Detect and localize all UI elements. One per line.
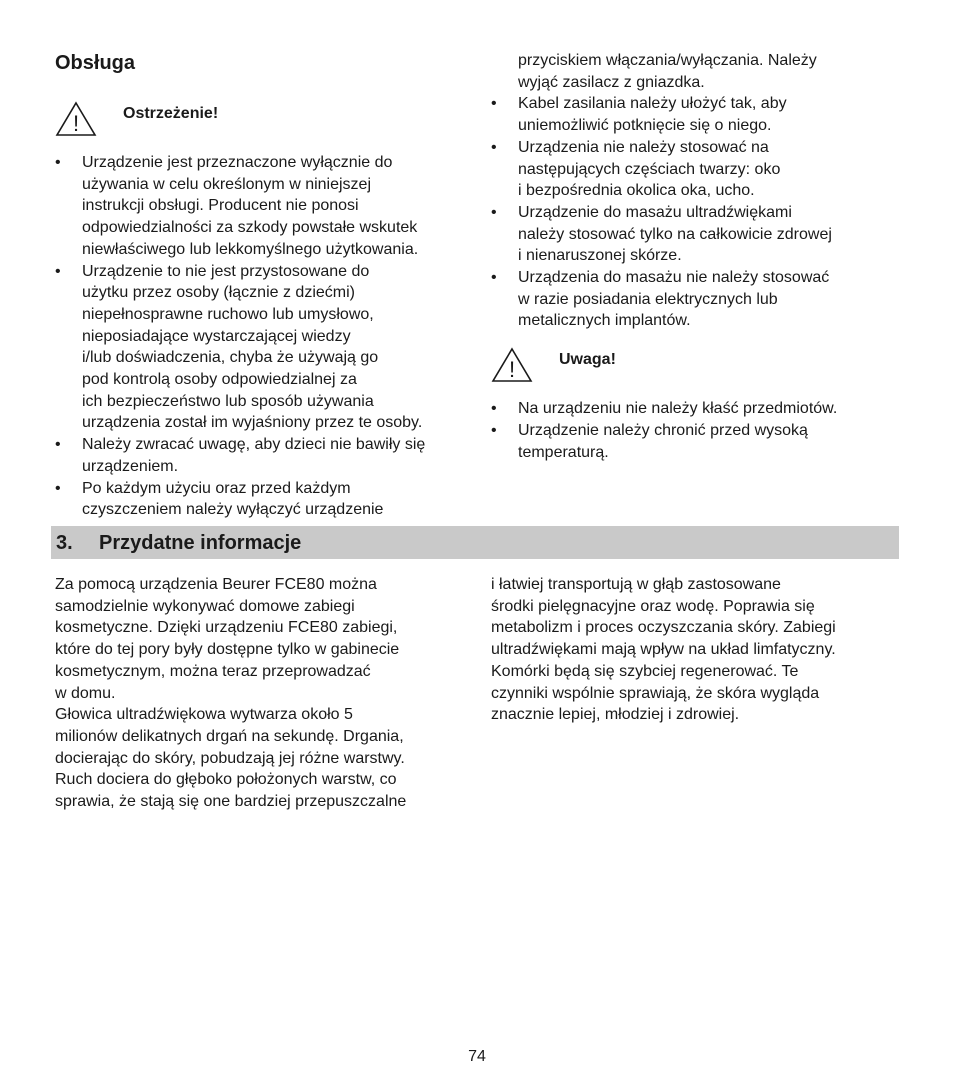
text-line: kosmetycznym, można teraz przeprowadzać xyxy=(55,662,371,680)
list-line: • Urządzenie to nie jest przystosowane do xyxy=(82,262,370,280)
caution-list xyxy=(491,398,911,463)
caution-row xyxy=(491,347,911,389)
list-item xyxy=(491,420,911,463)
list-line: czyszczeniem należy wyłączyć urządzenie xyxy=(82,501,384,519)
section3-column-left xyxy=(55,574,475,813)
operation-column-left xyxy=(55,50,475,521)
svg-text:!: ! xyxy=(508,357,516,383)
text-line: Ruch dociera do głęboko położonych warstw, co xyxy=(55,771,397,789)
text-line: Głowica ultradźwiękowa wytwarza około 5 xyxy=(55,706,353,724)
text-line: Komórki będą się szybciej regenerować. Te xyxy=(491,662,799,680)
text-line: ultradźwiękami mają wpływ na układ limfatyczny. xyxy=(491,641,836,659)
list-line: • Należy zwracać uwagę, aby dzieci nie bawiły się xyxy=(82,436,426,454)
list-line: niewłaściwego lub lekkomyślnego użytkowania. xyxy=(82,240,419,258)
list-line: instrukcji obsługi. Producent nie ponosi xyxy=(82,197,359,215)
operation-heading: Obsługa xyxy=(55,52,136,74)
warning-list-continued xyxy=(491,93,911,332)
list-line: • Na urządzeniu nie należy kłaść przedmiotów. xyxy=(518,400,838,418)
list-line: i/lub doświadczenia, chyba że używają go xyxy=(82,349,379,367)
list-line: używania w celu określonym w niniejszej xyxy=(82,175,372,193)
list-line: odpowiedzialności za szkody powstałe wskutek xyxy=(82,219,418,237)
list-item xyxy=(491,202,911,267)
list-line: następujących częściach twarzy: oko xyxy=(518,160,781,178)
text-line: w domu. xyxy=(55,684,116,702)
section-heading-bar xyxy=(51,526,899,559)
text-line: kosmetyczne. Dzięki urządzeniu FCE80 zabiegi, xyxy=(55,619,398,637)
list-item xyxy=(491,137,911,202)
list-line: urządzeniem. xyxy=(82,457,179,475)
section-title: Przydatne informacje xyxy=(99,532,302,554)
section3-paragraph xyxy=(491,574,911,726)
text-line: znacznie lepiej, młodziej i zdrowiej. xyxy=(491,706,740,724)
list-item xyxy=(55,261,475,435)
list-line: niepełnosprawne ruchowo lub umysłowo, xyxy=(82,305,374,323)
list-line: użytku przez osoby (łącznie z dziećmi) xyxy=(82,284,355,302)
list-item xyxy=(55,478,475,521)
list-line: temperaturą. xyxy=(518,443,609,461)
svg-text:!: ! xyxy=(72,111,80,136)
list-item xyxy=(55,434,475,477)
list-line: • Kabel zasilania należy ułożyć tak, aby xyxy=(518,95,787,113)
text-line: Za pomocą urządzenia Beurer FCE80 można xyxy=(55,576,377,593)
list-item xyxy=(491,398,911,420)
list-line: i nienaruszonej skórze. xyxy=(518,247,682,265)
section3-paragraph xyxy=(55,574,475,813)
list-line: • Urządzenia nie należy stosować na xyxy=(518,138,769,156)
list-item xyxy=(491,93,911,136)
list-line: wyjąć zasilacz z gniazdka. xyxy=(518,73,705,91)
caution-label: Uwaga! xyxy=(559,351,616,369)
list-line: w razie posiadania elektrycznych lub xyxy=(518,290,778,308)
text-line: docierając do skóry, pobudzają jej różne warstwy. xyxy=(55,749,405,767)
list-line: uniemożliwić potknięcie się o niego. xyxy=(518,117,772,135)
warning-label: Ostrzeżenie! xyxy=(123,105,219,122)
list-item xyxy=(55,152,475,261)
text-line: które do tej pory były dostępne tylko w gabinecie xyxy=(55,641,400,659)
list-line: pod kontrolą osoby odpowiedzialnej za xyxy=(82,371,357,389)
list-line: • Urządzenia do masażu nie należy stosować xyxy=(518,269,830,287)
list-line: • Urządzenie jest przeznaczone wyłącznie do xyxy=(82,154,393,171)
list-line: przyciskiem włączania/wyłączania. Należy xyxy=(518,52,817,69)
page-number: 74 xyxy=(468,1048,486,1065)
warning-list xyxy=(55,152,475,521)
continuation-text xyxy=(491,50,911,93)
warning-triangle-icon xyxy=(55,101,97,137)
caution-triangle-icon xyxy=(491,347,533,383)
text-line: samodzielnie wykonywać domowe zabiegi xyxy=(55,597,355,615)
list-line: • Po każdym użyciu oraz przed każdym xyxy=(82,479,351,497)
list-item xyxy=(491,267,911,332)
list-line: ich bezpieczeństwo lub sposób używania xyxy=(82,392,374,410)
list-line: należy stosować tylko na całkowicie zdrowej xyxy=(518,225,832,243)
section-number: 3. xyxy=(56,532,73,554)
list-line: nieposiadające wystarczającej wiedzy xyxy=(82,327,351,345)
list-line: i bezpośrednia okolica oka, ucho. xyxy=(518,182,755,200)
list-line: • Urządzenie do masażu ultradźwiękami xyxy=(518,203,792,221)
text-line: środki pielęgnacyjne oraz wodę. Poprawia się xyxy=(491,597,815,615)
operation-column-right xyxy=(491,50,911,463)
warning-row xyxy=(55,101,475,143)
list-line: • Urządzenie należy chronić przed wysoką xyxy=(518,421,808,439)
section3-column-right xyxy=(491,574,911,726)
list-line: metalicznych implantów. xyxy=(518,312,691,330)
list-line: urządzenia został im wyjaśniony przez te osoby. xyxy=(82,414,423,432)
text-line: milionów delikatnych drgań na sekundę. Drgania, xyxy=(55,727,404,745)
text-line: sprawia, że stają się one bardziej przepuszczalne xyxy=(55,793,407,811)
text-line: metabolizm i proces oczyszczania skóry. Zabiegi xyxy=(491,619,836,637)
text-line: czynniki wspólnie sprawiają, że skóra wygląda xyxy=(491,684,820,702)
text-line: i łatwiej transportują w głąb zastosowane xyxy=(491,576,781,593)
